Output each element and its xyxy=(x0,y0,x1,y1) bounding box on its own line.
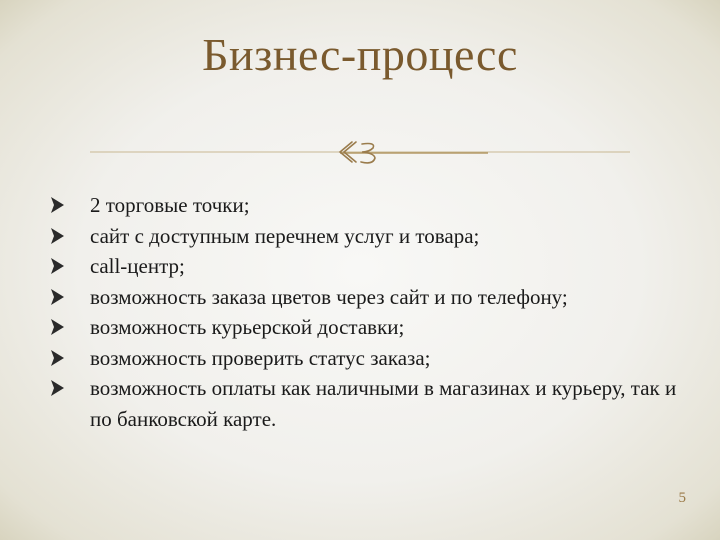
bullet-item xyxy=(48,221,678,252)
title-divider xyxy=(90,138,630,168)
arrow-bullet-icon xyxy=(48,318,66,336)
bullet-text: call-центр; xyxy=(90,254,185,278)
arrow-bullet-icon xyxy=(48,196,66,214)
bullet-text: возможность курьерской доставки; xyxy=(90,315,405,339)
bullet-item xyxy=(48,282,678,313)
bullet-text: сайт с доступным перечнем услуг и товара; xyxy=(90,223,480,248)
bullet-text: возможность проверить статус заказа; xyxy=(90,345,431,370)
arrow-bullet-icon xyxy=(48,379,66,397)
arrow-bullet-icon xyxy=(48,288,66,306)
bullet-text: возможность оплаты как наличными в магазинах и курьеру, так и по банковской карте. xyxy=(90,376,677,431)
bullet-item xyxy=(48,373,678,434)
bullet-item xyxy=(48,190,678,221)
page-number: 5 xyxy=(678,490,686,506)
arrow-bullet-icon xyxy=(48,227,66,245)
bullet-item xyxy=(48,312,678,343)
bullet-text: возможность заказа цветов через сайт и по телефону; xyxy=(90,284,568,309)
bullet-item xyxy=(48,343,678,374)
arrow-bullet-icon xyxy=(48,257,66,275)
slide-title: Бизнес-процесс xyxy=(202,29,518,80)
arrow-bullet-icon xyxy=(48,349,66,367)
bullet-item xyxy=(48,251,678,282)
bullet-text: 2 торговые точки; xyxy=(90,193,250,217)
bullet-list xyxy=(48,190,678,434)
